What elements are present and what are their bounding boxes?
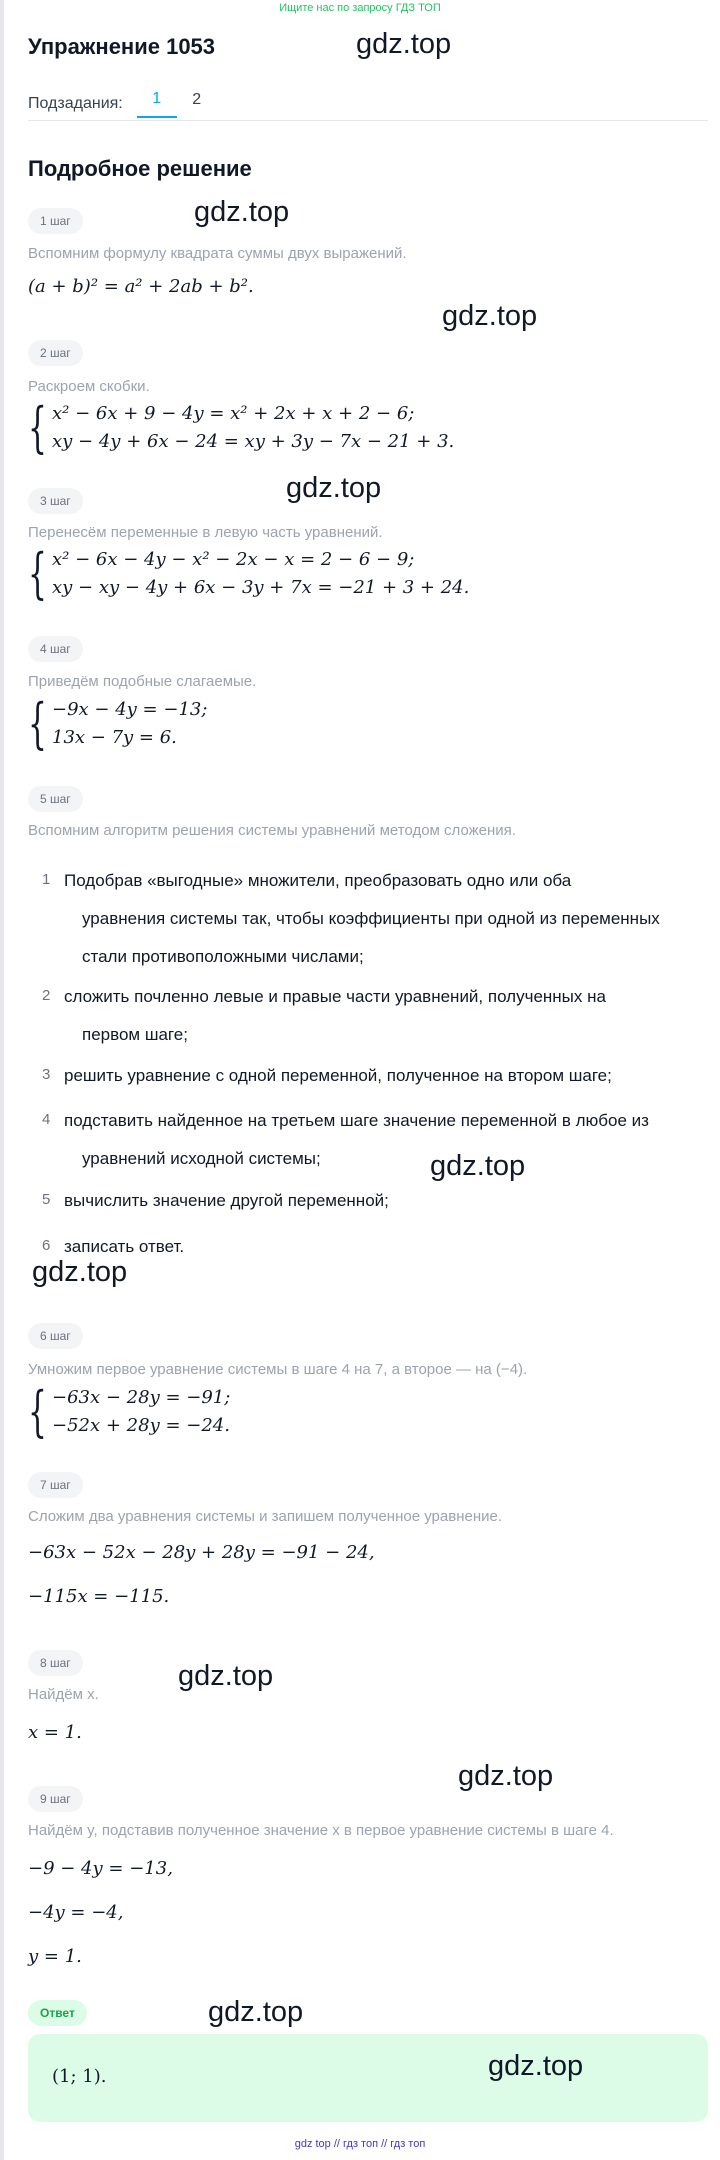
step-pill: 8 шаг: [28, 1650, 83, 1676]
algorithm-text: сложить почленно левые и правые части уравнений, полученных на: [64, 987, 606, 1006]
brace-icon: {: [28, 542, 47, 605]
algorithm-text: подставить найденное на третьем шаге значение переменной в любое из: [64, 1111, 649, 1130]
subtasks-label: Подзадания:: [28, 95, 123, 112]
step-pill: 5 шаг: [28, 786, 83, 812]
divider: [28, 120, 708, 121]
step-pill: 4 шаг: [28, 636, 83, 662]
algorithm-text: вычислить значение другой переменной;: [64, 1191, 389, 1210]
algorithm-text: решить уравнение с одной переменной, полученное на втором шаге;: [64, 1066, 612, 1085]
algorithm-item: [42, 1102, 702, 1178]
answer-box: [28, 2034, 708, 2122]
equation-line: −4y = −4,: [28, 1902, 124, 1923]
equation-line: y = 1.: [28, 1946, 82, 1967]
equation-line: xy − xy − 4y + 6x − 3y + 7x = −21 + 3 + 24.: [52, 577, 470, 598]
watermark: gdz.top: [32, 1256, 128, 1288]
brace-icon: {: [28, 1380, 47, 1443]
equation-system: [28, 396, 455, 459]
brace-icon: {: [28, 396, 47, 459]
algorithm-item: [42, 1228, 702, 1266]
step-hint: Найдём x.: [28, 1686, 99, 1703]
equation-system: [28, 692, 208, 755]
brace-icon: {: [28, 692, 47, 755]
algorithm-number: 3: [42, 1066, 51, 1083]
watermark: gdz.top: [488, 2050, 584, 2082]
step-hint: Приведём подобные слагаемые.: [28, 673, 257, 690]
step-hint: Раскроем скобки.: [28, 378, 150, 395]
algorithm-text: первом шаге;: [82, 1025, 188, 1044]
step-pill: 3 шаг: [28, 488, 83, 514]
equation-line: −9 − 4y = −13,: [28, 1858, 173, 1879]
step-pill: 7 шаг: [28, 1472, 83, 1498]
answer-pill: Ответ: [28, 2000, 87, 2026]
step-hint: Вспомним формулу квадрата суммы двух выражений.: [28, 245, 407, 262]
step-hint: Сложим два уравнения системы и запишем полученное уравнение.: [28, 1508, 503, 1525]
algorithm-number: 1: [42, 871, 51, 888]
page-title: Упражнение 1053: [28, 34, 216, 59]
step-hint: Найдём y, подставив полученное значение x в первое уравнение системы в шаге 4.: [28, 1822, 614, 1839]
algorithm-text: Подобрав «выгодные» множители, преобразовать одно или оба: [64, 871, 572, 890]
algorithm-number: 6: [42, 1237, 51, 1254]
step-formula: (a + b)² = a² + 2ab + b².: [28, 276, 254, 297]
step-pill: 6 шаг: [28, 1323, 83, 1349]
equation-line: −63x − 52x − 28y + 28y = −91 − 24,: [28, 1542, 375, 1563]
equation-line: x = 1.: [28, 1722, 82, 1743]
tab-subtask-2[interactable]: 2: [192, 91, 202, 108]
algorithm-text: уравнения системы так, чтобы коэффициенты при одной из переменных: [82, 909, 660, 928]
equation-line: 13x − 7y = 6.: [52, 727, 177, 748]
algorithm-item: [42, 862, 702, 976]
watermark: gdz.top: [194, 196, 290, 228]
algorithm-number: 2: [42, 987, 51, 1004]
step-pill: 9 шаг: [28, 1786, 83, 1812]
watermark: gdz.top: [442, 300, 538, 332]
algorithm-text: уравнений исходной системы;: [82, 1149, 321, 1168]
equation-line: xy − 4y + 6x − 24 = xy + 3y − 7x − 21 + 3.: [52, 431, 455, 452]
step-hint: Перенесём переменные в левую часть уравнений.: [28, 524, 383, 541]
top-banner[interactable]: Ищите нас по запросу ГДЗ ТОП: [279, 2, 441, 14]
step-hint: Вспомним алгоритм решения системы уравнений методом сложения.: [28, 822, 516, 839]
watermark: gdz.top: [208, 1996, 304, 2028]
watermark: gdz.top: [178, 1660, 274, 1692]
equation-system: [28, 542, 470, 605]
equation-system: [28, 1380, 231, 1443]
watermark: gdz.top: [286, 472, 382, 504]
algorithm-text: записать ответ.: [64, 1237, 185, 1256]
equation-line: −9x − 4y = −13;: [52, 699, 208, 720]
watermark: gdz.top: [356, 28, 452, 60]
algorithm-item: [42, 1057, 702, 1095]
answer-value: (1; 1).: [52, 2066, 107, 2087]
step-pill: 1 шаг: [28, 208, 83, 234]
algorithm-item: [42, 978, 702, 1054]
step-hint: Умножим первое уравнение системы в шаге 4 на 7, а второе — на (−4).: [28, 1361, 528, 1378]
algorithm-item: [42, 1182, 702, 1220]
equation-line: −63x − 28y = −91;: [52, 1387, 231, 1408]
algorithm-number: 4: [42, 1111, 51, 1128]
algorithm-text: стали противоположными числами;: [82, 947, 364, 966]
equation-line: x² − 6x + 9 − 4y = x² + 2x + x + 2 − 6;: [52, 403, 415, 424]
watermark: gdz.top: [458, 1760, 554, 1792]
section-title: Подробное решение: [28, 156, 252, 181]
footer-links[interactable]: gdz top // гдз топ // гдз топ: [294, 2138, 426, 2150]
algorithm-number: 5: [42, 1191, 51, 1208]
watermark: gdz.top: [430, 1150, 526, 1182]
left-edge: [0, 0, 4, 2160]
tab-subtask-1[interactable]: 1: [137, 90, 177, 118]
subtasks-bar: [28, 90, 217, 118]
equation-line: −115x = −115.: [28, 1586, 170, 1607]
step-pill: 2 шаг: [28, 340, 83, 366]
equation-line: x² − 6x − 4y − x² − 2x − x = 2 − 6 − 9;: [52, 549, 415, 570]
equation-line: −52x + 28y = −24.: [52, 1415, 230, 1436]
